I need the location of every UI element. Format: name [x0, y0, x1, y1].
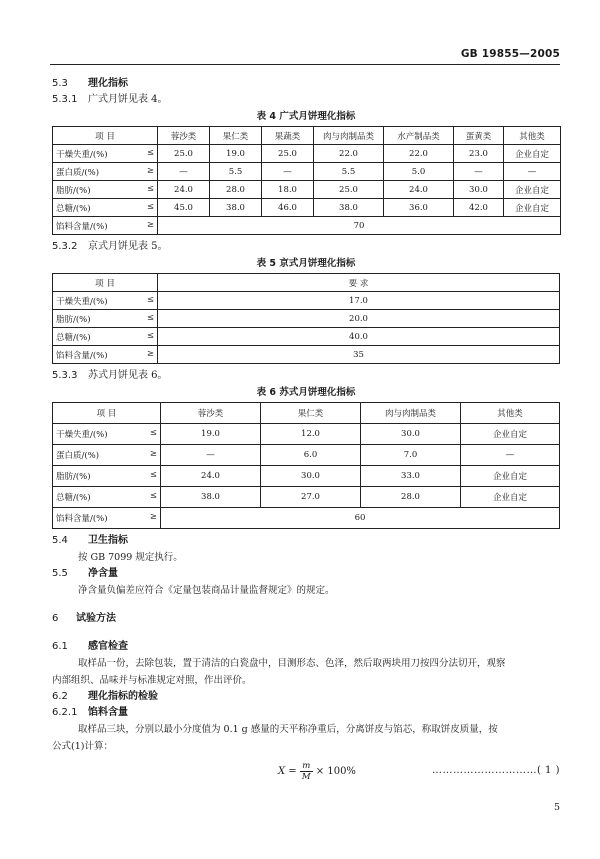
page-number: 5	[553, 802, 560, 813]
table-cell: 38.0	[161, 487, 261, 508]
table-row	[53, 310, 560, 328]
section-6-2-1: 6.2.1 馅料含量	[52, 707, 128, 718]
row-label: 脂肪/(%) ≤	[53, 181, 158, 199]
table-cell: 36.0	[384, 199, 454, 217]
table-cell: 35	[158, 346, 560, 364]
section-5-5: 5.5 净含量	[52, 568, 118, 579]
formula-1	[52, 757, 560, 785]
table-cell: 24.0	[384, 181, 454, 199]
table-row	[53, 145, 561, 163]
table-cell: 12.0	[261, 424, 361, 445]
table-row	[53, 508, 560, 529]
table-row	[53, 163, 561, 181]
table-cell: 42.0	[454, 199, 504, 217]
table-row	[53, 445, 560, 466]
section-5-4-body: 按 GB 7099 规定执行。	[78, 552, 183, 563]
table-cell: 5.5	[314, 163, 384, 181]
page-content	[52, 70, 560, 785]
table-cell: 22.0	[314, 145, 384, 163]
table-cell: —	[161, 445, 261, 466]
table-cell: 40.0	[158, 328, 560, 346]
row-label: 馅料含量/(%) ≥	[53, 217, 158, 235]
table-cell: 45.0	[158, 199, 210, 217]
table-cell: 25.0	[262, 145, 314, 163]
table-6-header-cell: 果仁类	[261, 403, 361, 424]
table-cell: 22.0	[384, 145, 454, 163]
row-label: 脂肪/(%) ≤	[53, 466, 161, 487]
table-cell: 23.0	[454, 145, 504, 163]
table-4-header-row	[53, 127, 561, 145]
table-cell: 38.0	[314, 199, 384, 217]
table-cell: 企业自定	[461, 466, 560, 487]
table-cell: 46.0	[262, 199, 314, 217]
formula-expression: X = $\frac{m}{M}$ × 100%	[278, 761, 356, 782]
table-row	[53, 292, 560, 310]
table-4-header-cell: 蓉沙类	[158, 127, 210, 145]
section-6-1: 6.1 感官检查	[52, 641, 128, 652]
row-label: 干燥失重/(%) ≤	[53, 424, 161, 445]
table-4-header-cell: 水产制品类	[384, 127, 454, 145]
table-cell: 28.0	[361, 487, 461, 508]
table-cell: 30.0	[454, 181, 504, 199]
table-row	[53, 328, 560, 346]
table-cell: 24.0	[158, 181, 210, 199]
table-cell: 18.0	[262, 181, 314, 199]
table-4-header-cell: 蛋黄类	[454, 127, 504, 145]
table-row	[53, 217, 561, 235]
table-cell: —	[454, 163, 504, 181]
table-4	[52, 126, 561, 235]
section-6-1-body-line1: 取样品一份，去除包装，置于清洁的白瓷盘中，目测形态、色泽，然后取两块用刀按四分法切开，观察	[78, 658, 506, 669]
row-label: 蛋白质/(%) ≥	[53, 163, 158, 181]
table-cell: 30.0	[261, 466, 361, 487]
table-cell: 24.0	[161, 466, 261, 487]
table-5-header-requirement: 要 求	[158, 274, 560, 292]
table-6-caption: 表 6 苏式月饼理化指标	[256, 387, 356, 398]
table-cell: —	[158, 163, 210, 181]
row-label: 干燥失重/(%) ≤	[53, 145, 158, 163]
table-6-header-cell: 其他类	[461, 403, 560, 424]
table-row	[53, 466, 560, 487]
table-cell-merged: 70	[158, 217, 561, 235]
table-row	[53, 346, 560, 364]
table-5-caption: 表 5 京式月饼理化指标	[256, 258, 356, 269]
row-label: 馅料含量/(%) ≥	[53, 508, 161, 529]
section-5-3-2: 5.3.2 京式月饼见表 5。	[52, 241, 168, 252]
table-cell: 7.0	[361, 445, 461, 466]
table-cell: 17.0	[158, 292, 560, 310]
section-6: 6 试验方法	[52, 613, 116, 624]
table-cell: —	[461, 445, 560, 466]
table-6-header-cell: 肉与肉制品类	[361, 403, 461, 424]
formula-number: …………………………( 1 )	[431, 765, 560, 776]
section-6-2: 6.2 理化指标的检验	[52, 691, 158, 702]
table-4-header-cell: 果蔬类	[262, 127, 314, 145]
table-row	[53, 424, 560, 445]
table-cell: 6.0	[261, 445, 361, 466]
table-cell: 19.0	[210, 145, 262, 163]
table-6-header-row	[53, 403, 560, 424]
table-cell: 企业自定	[504, 181, 561, 199]
table-5-header-item: 项 目	[53, 274, 158, 292]
section-5-4: 5.4 卫生指标	[52, 535, 128, 546]
table-6	[52, 402, 560, 529]
header-rule	[50, 64, 560, 65]
table-row	[53, 487, 560, 508]
section-6-2-1-body-line1: 取样品三块，分别以最小分度值为 0.1 g 感量的天平称净重后，分离饼皮与馅芯，称取饼皮质量，按	[78, 724, 498, 735]
table-4-header-cell: 其他类	[504, 127, 561, 145]
section-5-3-1: 5.3.1 广式月饼见表 4。	[52, 94, 168, 105]
standard-number: GB 19855—2005	[460, 48, 560, 60]
table-5-header-row	[53, 274, 560, 292]
section-6-1-body-line2: 内部组织、品味并与标准规定对照，作出评价。	[52, 675, 252, 686]
table-cell: 5.0	[384, 163, 454, 181]
table-6-header-item: 项 目	[53, 403, 161, 424]
table-cell-merged: 60	[161, 508, 560, 529]
table-4-header-cell: 果仁类	[210, 127, 262, 145]
table-4-header-item: 项 目	[53, 127, 158, 145]
table-4-caption: 表 4 广式月饼理化指标	[256, 111, 356, 122]
section-6-2-1-body-line2: 公式(1)计算：	[52, 741, 113, 752]
table-cell: 企业自定	[461, 487, 560, 508]
row-label: 脂肪/(%) ≤	[53, 310, 158, 328]
section-5-3-3: 5.3.3 苏式月饼见表 6。	[52, 370, 168, 381]
table-cell: 33.0	[361, 466, 461, 487]
table-cell: 5.5	[210, 163, 262, 181]
table-cell: 企业自定	[461, 424, 560, 445]
table-5	[52, 273, 560, 364]
table-cell: 25.0	[314, 181, 384, 199]
row-label: 馅料含量/(%) ≥	[53, 346, 158, 364]
table-cell: 企业自定	[504, 145, 561, 163]
row-label: 蛋白质/(%) ≥	[53, 445, 161, 466]
section-5-5-body: 净含量负偏差应符合《定量包装商品计量监督规定》的规定。	[78, 585, 335, 596]
table-cell: 20.0	[158, 310, 560, 328]
table-cell: 28.0	[210, 181, 262, 199]
row-label: 总糖/(%) ≤	[53, 199, 158, 217]
table-cell: 27.0	[261, 487, 361, 508]
row-label: 总糖/(%) ≤	[53, 328, 158, 346]
table-cell: —	[262, 163, 314, 181]
row-label: 干燥失重/(%) ≤	[53, 292, 158, 310]
table-cell: 19.0	[161, 424, 261, 445]
formula-fraction: $\frac{m}{M}$	[301, 761, 311, 782]
table-cell: 企业自定	[504, 199, 561, 217]
table-cell: —	[504, 163, 561, 181]
table-row	[53, 181, 561, 199]
table-4-header-cell: 肉与肉制品类	[314, 127, 384, 145]
table-cell: 30.0	[361, 424, 461, 445]
table-row	[53, 199, 561, 217]
section-5-3: 5.3 理化指标	[52, 78, 128, 89]
table-cell: 25.0	[158, 145, 210, 163]
table-6-header-cell: 蓉沙类	[161, 403, 261, 424]
table-cell: 38.0	[210, 199, 262, 217]
row-label: 总糖/(%) ≤	[53, 487, 161, 508]
